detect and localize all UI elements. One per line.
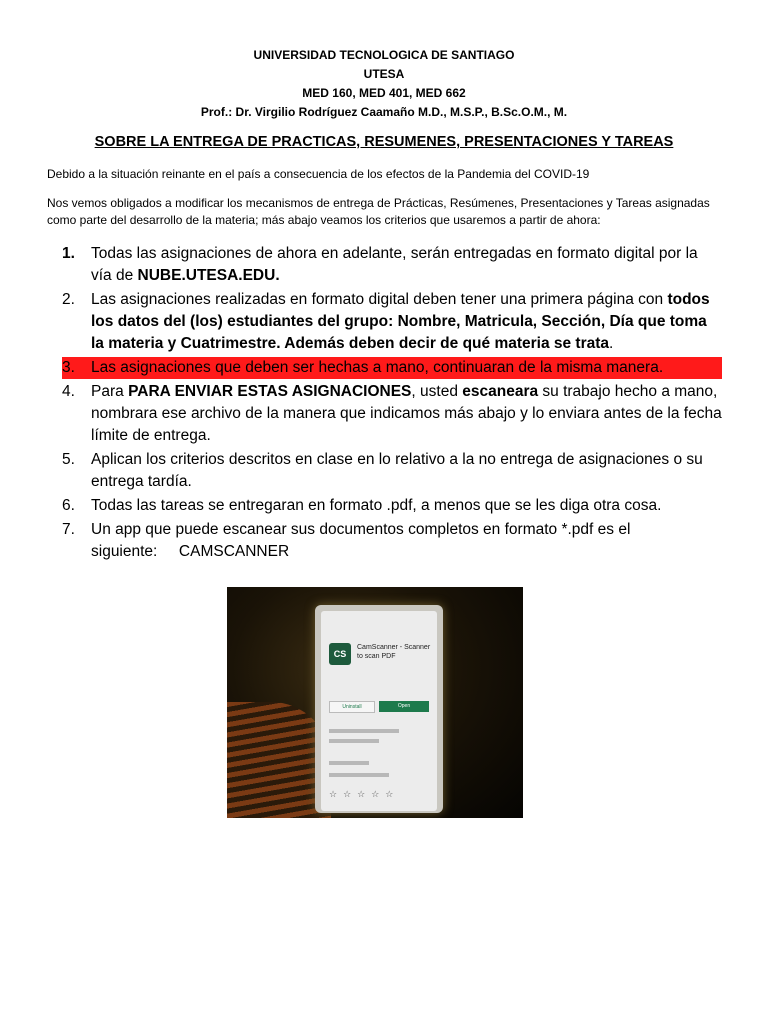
list-number: 5. [62, 451, 75, 468]
list-item-6 [62, 495, 722, 517]
list-bold-text: NUBE.UTESA.EDU. [137, 267, 280, 284]
list-text: Todas las tareas se entregaran en formato .pdf, a menos que se les diga otra cosa. [91, 497, 662, 514]
app-name: CAMSCANNER [178, 543, 290, 560]
rating-stars: ☆☆☆☆☆ [329, 789, 400, 799]
list-text: , usted [411, 383, 463, 400]
document-title: SOBRE LA ENTREGA DE PRACTICAS, RESUMENES, PRESENTACIONES Y TAREAS [94, 134, 674, 150]
list-text: Aplican los criterios descritos en clase en lo relativo a la no entrega de asignaciones o su entrega tardía. [91, 451, 703, 490]
open-button: Open [379, 701, 429, 712]
phone-display [321, 611, 437, 811]
list-item-2 [62, 289, 722, 355]
uninstall-button: Uninstall [329, 701, 375, 713]
intro-paragraph-1: Debido a la situación reinante en el país a consecuencia de los efectos de la Pandemia del COVID-19 [47, 167, 590, 181]
list-item-1 [62, 243, 722, 287]
text-line [329, 739, 379, 743]
list-item-5 [62, 449, 722, 493]
list-item-4 [62, 381, 722, 447]
document-header [0, 46, 768, 122]
list-item-7 [62, 519, 722, 563]
list-bold-text: PARA ENVIAR ESTAS ASIGNACIONES [128, 383, 412, 400]
list-item-3-highlighted [62, 357, 722, 379]
list-number: 1. [62, 245, 75, 262]
professor-name: Prof.: Dr. Virgilio Rodríguez Caamaño M.D., M.S.P., B.Sc.O.M., M. [200, 105, 568, 119]
camscanner-photo [227, 587, 523, 818]
list-number: 3. [62, 359, 75, 376]
text-line [329, 761, 369, 765]
list-text: Todas las asignaciones de ahora en adelante, serán entregadas en formato digital por la vía de [91, 245, 698, 284]
list-number: 4. [62, 383, 75, 400]
list-number: 6. [62, 497, 75, 514]
list-text: Las asignaciones realizadas en formato digital deben tener una primera página con [91, 291, 668, 308]
list-number: 7. [62, 521, 75, 538]
list-text: Un app que puede escanear sus documentos completos en formato *.pdf es el siguiente: [91, 521, 631, 560]
list-bold-text: todos los datos del (los) estudiantes del grupo: Nombre, Matricula, Sección, Día que toma la materia y Cuatrimestre. Además deben decir de qué materia se trata [91, 291, 710, 352]
app-store-title: CamScanner - Scanner to scan PDF [357, 644, 431, 660]
rate-line [329, 773, 389, 777]
criteria-list [62, 243, 722, 565]
list-text-end: . [609, 335, 614, 352]
list-text: Las asignaciones que deben ser hechas a mano, continuaran de la misma manera. [91, 359, 664, 376]
list-number: 2. [62, 291, 75, 308]
list-text: Para [91, 383, 129, 400]
course-codes: MED 160, MED 401, MED 662 [302, 86, 466, 100]
camscanner-icon: CS [329, 643, 351, 665]
list-text: su trabajo hecho a mano, nombrara ese archivo de la manera que indicamos más abajo y lo enviara antes de la fecha límite de entrega. [91, 383, 722, 444]
list-bold-text: escaneara [462, 383, 539, 400]
university-acronym: UTESA [363, 67, 405, 81]
intro-paragraph-2: Nos vemos obligados a modificar los mecanismos de entrega de Prácticas, Resúmenes, Presentaciones y Tareas asignadas como parte del desarrollo de la materia; más abajo veamos los criterios que usaremos a partir de ahora: [47, 196, 710, 227]
whats-new-line [329, 729, 399, 733]
phone-screen [315, 605, 443, 813]
university-name: UNIVERSIDAD TECNOLOGICA DE SANTIAGO [253, 48, 515, 62]
